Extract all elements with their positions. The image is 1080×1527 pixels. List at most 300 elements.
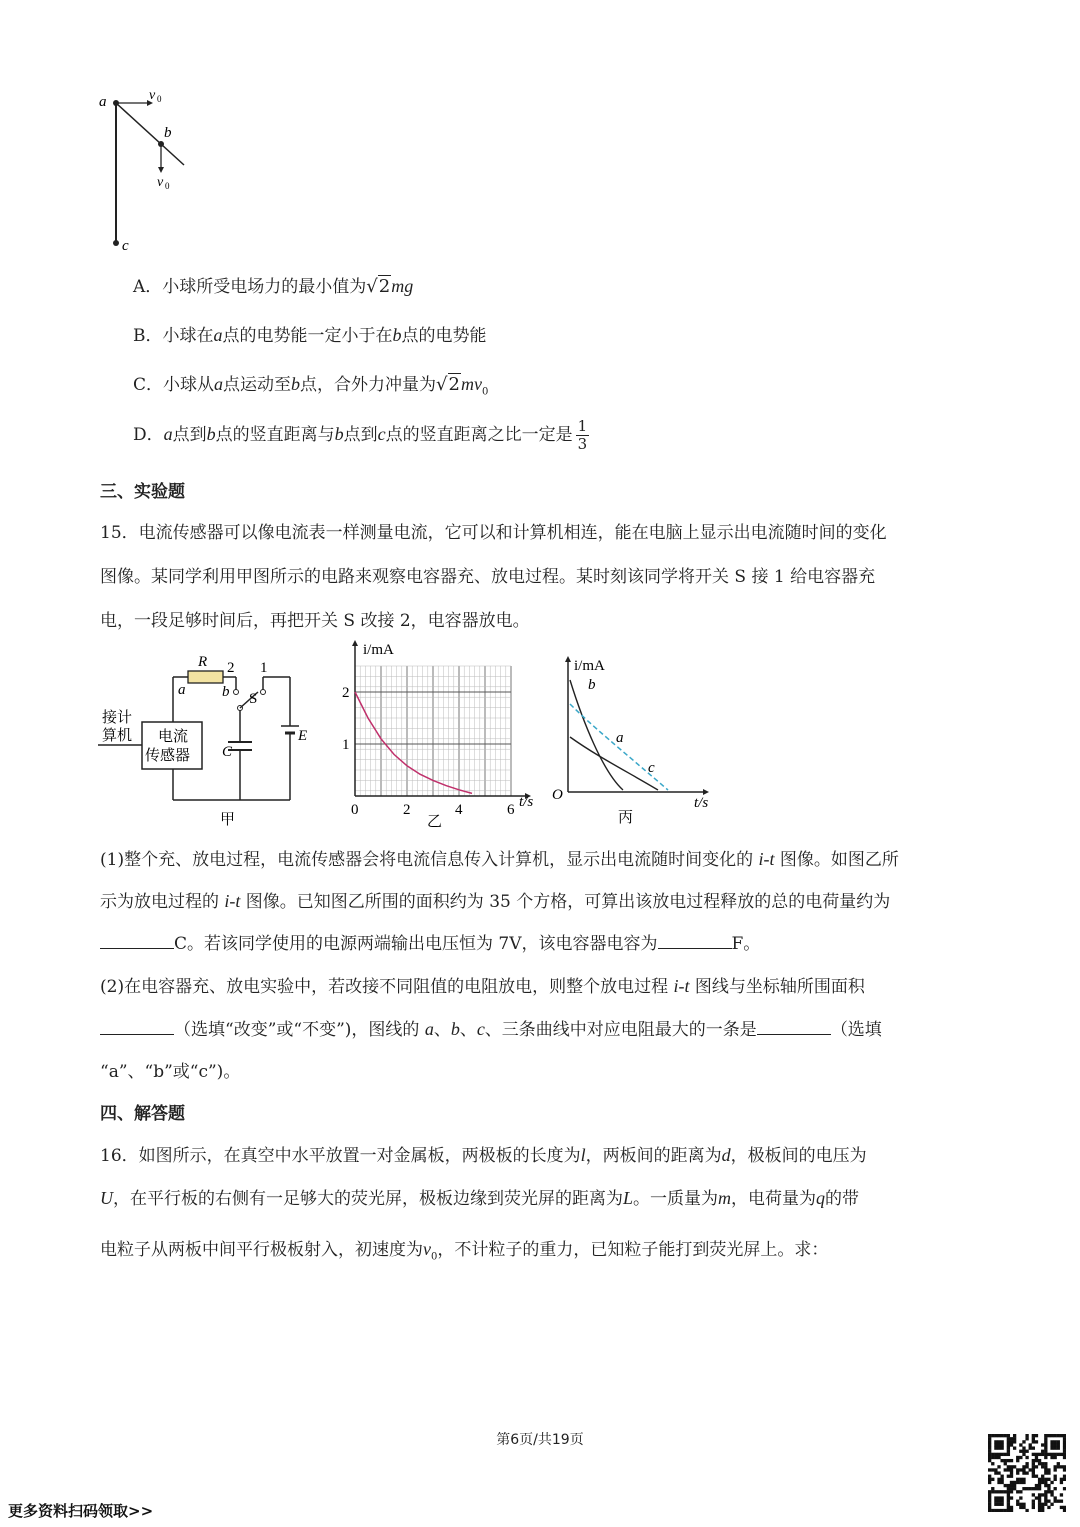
label-sensor-line1: 电流 — [158, 729, 189, 745]
qr-module — [1032, 1487, 1035, 1490]
text: 。一质量为 — [633, 1189, 719, 1209]
label-b: b — [164, 125, 172, 141]
qr-module — [1050, 1453, 1053, 1456]
qr-module — [988, 1459, 991, 1462]
qr-module — [991, 1462, 994, 1465]
y-tick-label: 2 — [342, 685, 350, 701]
promo-link[interactable]: 更多资料扫码领取>> — [8, 1502, 154, 1520]
expression-mg: mg — [391, 276, 414, 296]
qr-module — [1007, 1437, 1010, 1440]
qr-module — [994, 1446, 997, 1449]
qr-module — [1007, 1490, 1010, 1493]
qr-module — [1054, 1465, 1057, 1468]
qr-module — [1000, 1496, 1003, 1499]
qr-module — [1044, 1496, 1047, 1499]
answer-blank-curve[interactable] — [757, 1020, 831, 1035]
y-axis-arrow — [565, 656, 571, 662]
qr-module — [1044, 1478, 1047, 1481]
qr-module — [1060, 1453, 1063, 1456]
qr-module — [1007, 1468, 1010, 1471]
qr-module — [1022, 1503, 1025, 1506]
var-c: c — [476, 1019, 485, 1039]
qr-module — [1044, 1471, 1047, 1474]
qr-module — [1038, 1496, 1041, 1499]
qr-module — [1044, 1503, 1047, 1506]
q15-part1-line1 — [100, 845, 899, 870]
qr-module — [991, 1434, 994, 1437]
qr-module — [994, 1440, 997, 1443]
qr-module — [988, 1437, 991, 1440]
qr-module — [994, 1443, 997, 1446]
curve-label-a: a — [616, 730, 624, 746]
qr-module — [1016, 1468, 1019, 1471]
qr-module — [1007, 1493, 1010, 1496]
qr-module — [1060, 1478, 1063, 1481]
y-ticks — [342, 685, 350, 753]
qr-module — [1035, 1496, 1038, 1499]
text: C。若该同学使用的电源两端输出电压恒为 7V，该电容器电容为 — [174, 934, 658, 954]
qr-module — [1010, 1440, 1013, 1443]
qr-module — [1054, 1453, 1057, 1456]
qr-module — [1044, 1456, 1047, 1459]
option-text: 小球在 — [162, 326, 214, 346]
x-tick-label: 4 — [455, 802, 463, 818]
qr-module — [1007, 1465, 1010, 1468]
qr-module — [1035, 1487, 1038, 1490]
option-text: 点的竖直距离与 — [215, 425, 335, 445]
qr-module — [997, 1478, 1000, 1481]
label-sensor-line2: 传感器 — [145, 748, 191, 764]
qr-module — [1044, 1484, 1047, 1487]
qr-module — [1022, 1471, 1025, 1474]
qr-module — [1007, 1446, 1010, 1449]
qr-module — [1000, 1453, 1003, 1456]
qr-module — [994, 1509, 997, 1512]
expression-mv: mv — [460, 374, 482, 394]
qr-module — [1063, 1440, 1066, 1443]
qr-module — [1047, 1490, 1050, 1493]
var-a: a — [213, 325, 223, 345]
qr-module — [1013, 1484, 1016, 1487]
qr-module — [1063, 1506, 1066, 1509]
qr-module — [1063, 1456, 1066, 1459]
text: ，两板间的距离为 — [585, 1146, 722, 1166]
qr-module — [1000, 1481, 1003, 1484]
qr-module — [1032, 1440, 1035, 1443]
qr-module — [1013, 1446, 1016, 1449]
qr-module — [1032, 1475, 1035, 1478]
qr-module — [1047, 1484, 1050, 1487]
qr-module — [1010, 1437, 1013, 1440]
var-q: q — [816, 1188, 826, 1208]
text: 图线与坐标轴所围面积 — [689, 977, 865, 997]
qr-module — [1025, 1450, 1028, 1453]
qr-module — [1000, 1503, 1003, 1506]
y-tick-label: 1 — [342, 737, 350, 753]
qr-module — [988, 1443, 991, 1446]
var-it: i-t — [758, 849, 775, 869]
qr-module — [997, 1500, 1000, 1503]
qr-module — [988, 1440, 991, 1443]
qr-module — [994, 1453, 997, 1456]
qr-module — [1044, 1493, 1047, 1496]
qr-module — [1029, 1443, 1032, 1446]
var-it: i-t — [224, 891, 241, 911]
qr-module — [1047, 1434, 1050, 1437]
q16-line2 — [100, 1184, 859, 1209]
qr-module — [997, 1481, 1000, 1484]
qr-module — [1041, 1465, 1044, 1468]
qr-module — [1025, 1434, 1028, 1437]
label-b: b — [222, 684, 230, 700]
discharge-curve — [355, 692, 472, 793]
radicand: 2 — [378, 276, 391, 297]
qr-module — [1010, 1506, 1013, 1509]
q15-line-3: 电，一段足够时间后，再把开关 S 改接 2，电容器放电。 — [100, 611, 530, 631]
qr-module — [997, 1456, 1000, 1459]
caption-bing: 丙 — [618, 810, 634, 826]
label-2: 2 — [227, 660, 235, 676]
qr-module — [1063, 1434, 1066, 1437]
qr-module — [1035, 1434, 1038, 1437]
qr-module — [991, 1456, 994, 1459]
qr-code-icon[interactable] — [988, 1434, 1066, 1512]
qr-module — [1010, 1471, 1013, 1474]
qr-module — [1016, 1478, 1019, 1481]
qr-module — [1007, 1500, 1010, 1503]
subscript: 0 — [481, 386, 489, 398]
qr-module — [1054, 1446, 1057, 1449]
qr-module — [1035, 1459, 1038, 1462]
label-E: E — [298, 728, 308, 744]
qr-module — [1029, 1487, 1032, 1490]
qr-module — [1013, 1481, 1016, 1484]
qr-module — [994, 1434, 997, 1437]
text: 、 — [433, 1020, 451, 1040]
var-b: b — [206, 424, 216, 444]
var-it: i-t — [673, 976, 690, 996]
qr-module — [1032, 1446, 1035, 1449]
caption-jia: 甲 — [220, 812, 236, 828]
qr-module — [1050, 1503, 1053, 1506]
qr-module — [1000, 1443, 1003, 1446]
qr-module — [1038, 1453, 1041, 1456]
q15-part1-line3 — [100, 929, 760, 954]
qr-module — [997, 1509, 1000, 1512]
qr-module — [988, 1509, 991, 1512]
qr-module — [1032, 1506, 1035, 1509]
qr-module — [1050, 1481, 1053, 1484]
text: (2)在电容器充、放电实验中，若改接不同阻值的电阻放电，则整个放电过程 — [100, 977, 674, 997]
qr-module — [988, 1506, 991, 1509]
qr-module — [1025, 1471, 1028, 1474]
qr-module — [1063, 1443, 1066, 1446]
chart-grid — [355, 666, 511, 796]
qr-module — [1054, 1496, 1057, 1499]
qr-module — [1010, 1468, 1013, 1471]
label-v0-bottom: v — [157, 175, 164, 190]
q16-line3 — [100, 1235, 828, 1262]
arrowhead — [158, 167, 164, 173]
label-R: R — [198, 654, 208, 670]
qr-module — [1044, 1500, 1047, 1503]
qr-module — [1063, 1437, 1066, 1440]
label-sub: 0 — [157, 94, 162, 104]
qr-module — [1050, 1443, 1053, 1446]
qr-module — [994, 1456, 997, 1459]
qr-module — [1016, 1500, 1019, 1503]
qr-module — [1057, 1500, 1060, 1503]
qr-module — [1010, 1481, 1013, 1484]
qr-module — [1010, 1475, 1013, 1478]
var-m: m — [718, 1188, 732, 1208]
label-sub: 0 — [165, 181, 170, 191]
qr-module — [1057, 1453, 1060, 1456]
qr-module — [1041, 1450, 1044, 1453]
text: 的带 — [825, 1189, 860, 1209]
chart-yi — [335, 636, 545, 831]
qr-module — [1019, 1456, 1022, 1459]
numerator: 1 — [577, 417, 588, 435]
qr-module — [1057, 1440, 1060, 1443]
qr-module — [1054, 1456, 1057, 1459]
qr-module — [1057, 1462, 1060, 1465]
y-axis-label: i/mA — [574, 658, 605, 674]
qr-module — [1007, 1450, 1010, 1453]
curve-label-b: b — [588, 677, 596, 693]
option-d — [133, 418, 589, 453]
curve-label-c: c — [648, 760, 655, 776]
qr-module — [988, 1434, 991, 1437]
text: 图像。已知图乙所围的面积约为 35 个方格，可算出该放电过程释放的总的电荷量约为 — [240, 892, 891, 912]
text: 、三条曲线中对应电阻最大的一条是 — [484, 1020, 757, 1040]
var-c: c — [377, 424, 386, 444]
qr-module — [1010, 1465, 1013, 1468]
sqrt-expression: √2 — [436, 374, 460, 395]
circuit-diagram — [98, 650, 320, 828]
qr-module — [1041, 1478, 1044, 1481]
qr-module — [997, 1465, 1000, 1468]
qr-module — [1054, 1487, 1057, 1490]
text: 16．如图所示，在真空中水平放置一对金属板，两极板的长度为 — [100, 1146, 581, 1166]
qr-module — [1022, 1440, 1025, 1443]
qr-module — [1010, 1496, 1013, 1499]
q15-part2-line2 — [100, 1015, 882, 1040]
qr-module — [1010, 1484, 1013, 1487]
qr-module — [997, 1490, 1000, 1493]
q15-line-2: 图像。某同学利用甲图所示的电路来观察电容器充、放电过程。某时刻该同学将开关 S 接 1 给电容器充 — [100, 567, 876, 587]
qr-module — [1000, 1500, 1003, 1503]
text: 、 — [459, 1020, 477, 1040]
qr-module — [1044, 1490, 1047, 1493]
option-text: 点的电势能 — [401, 326, 487, 346]
qr-module — [994, 1490, 997, 1493]
q16-line1 — [100, 1141, 867, 1166]
qr-module — [1000, 1446, 1003, 1449]
qr-module — [1047, 1478, 1050, 1481]
qr-module — [1032, 1459, 1035, 1462]
label-v0-top: v — [149, 88, 156, 103]
text: ，不计粒子的重力，已知粒子能打到荧光屏上。求： — [437, 1240, 829, 1260]
qr-module — [988, 1490, 991, 1493]
qr-module — [1054, 1443, 1057, 1446]
qr-module — [1019, 1450, 1022, 1453]
qr-module — [1038, 1500, 1041, 1503]
x-axis-label: t/s — [694, 795, 709, 811]
qr-module — [1035, 1456, 1038, 1459]
option-letter: C． — [133, 375, 164, 395]
qr-module — [1047, 1506, 1050, 1509]
qr-module — [1044, 1468, 1047, 1471]
qr-module — [988, 1478, 991, 1481]
qr-module — [1019, 1443, 1022, 1446]
qr-module — [1016, 1471, 1019, 1474]
answer-blank-charge[interactable] — [100, 934, 174, 949]
qr-module — [1025, 1462, 1028, 1465]
qr-module — [991, 1453, 994, 1456]
qr-module — [1010, 1459, 1013, 1462]
qr-module — [991, 1509, 994, 1512]
var-b: b — [450, 1019, 460, 1039]
qr-module — [991, 1478, 994, 1481]
answer-blank-area[interactable] — [100, 1020, 174, 1035]
qr-module — [1022, 1468, 1025, 1471]
qr-module — [997, 1503, 1000, 1506]
qr-module — [1010, 1509, 1013, 1512]
qr-module — [1054, 1440, 1057, 1443]
qr-module — [1057, 1443, 1060, 1446]
qr-module — [1044, 1453, 1047, 1456]
var-b: b — [392, 325, 402, 345]
qr-module — [1032, 1453, 1035, 1456]
q15-part2-line1 — [100, 972, 865, 997]
qr-module — [1044, 1443, 1047, 1446]
switch-terminal-2 — [234, 690, 239, 695]
qr-module — [1025, 1509, 1028, 1512]
qr-module — [1047, 1487, 1050, 1490]
qr-module — [1054, 1500, 1057, 1503]
qr-module — [991, 1490, 994, 1493]
resistor-R — [188, 671, 223, 683]
label-C: C — [222, 744, 233, 760]
qr-module — [1007, 1496, 1010, 1499]
var-L: L — [623, 1188, 634, 1208]
qr-module — [1007, 1475, 1010, 1478]
qr-module — [1032, 1437, 1035, 1440]
label-S: S — [249, 691, 258, 707]
option-text: 点，合外力冲量为 — [300, 375, 437, 395]
qr-module — [994, 1468, 997, 1471]
qr-module — [988, 1453, 991, 1456]
qr-module — [1007, 1443, 1010, 1446]
qr-module — [988, 1503, 991, 1506]
qr-module — [1047, 1468, 1050, 1471]
qr-module — [1032, 1462, 1035, 1465]
qr-module — [1016, 1481, 1019, 1484]
qr-module — [991, 1468, 994, 1471]
qr-module — [1013, 1437, 1016, 1440]
origin-label: O — [552, 787, 563, 803]
qr-module — [1041, 1503, 1044, 1506]
qr-module — [1007, 1487, 1010, 1490]
label-1: 1 — [260, 660, 268, 676]
qr-module — [1019, 1503, 1022, 1506]
page-number: 第6页/共19页 — [496, 1432, 584, 1448]
qr-module — [1038, 1509, 1041, 1512]
option-text: 点到 — [343, 425, 378, 445]
qr-module — [1004, 1462, 1007, 1465]
qr-module — [1032, 1471, 1035, 1474]
qr-module — [1060, 1500, 1063, 1503]
qr-module — [994, 1503, 997, 1506]
var-b: b — [334, 424, 344, 444]
qr-module — [1047, 1471, 1050, 1474]
qr-module — [991, 1487, 994, 1490]
qr-module — [1038, 1462, 1041, 1465]
text: （选填 — [830, 1020, 882, 1040]
qr-module — [1022, 1487, 1025, 1490]
qr-module — [988, 1500, 991, 1503]
qr-module — [1013, 1465, 1016, 1468]
qr-module — [997, 1440, 1000, 1443]
qr-module — [1041, 1509, 1044, 1512]
qr-module — [1063, 1465, 1066, 1468]
qr-module — [1010, 1490, 1013, 1493]
option-b — [133, 321, 487, 346]
var-d: d — [721, 1145, 731, 1165]
qr-module — [1054, 1475, 1057, 1478]
answer-blank-capacitance[interactable] — [658, 934, 732, 949]
qr-module — [1035, 1453, 1038, 1456]
label-computer-line2: 算机 — [102, 728, 133, 744]
var-b: b — [291, 374, 301, 394]
point-c — [113, 240, 119, 246]
option-letter: A． — [133, 277, 163, 297]
chart-bing — [548, 652, 718, 830]
qr-module — [1050, 1440, 1053, 1443]
qr-module — [1013, 1440, 1016, 1443]
qr-module — [1063, 1487, 1066, 1490]
qr-module — [1038, 1493, 1041, 1496]
qr-module — [1022, 1450, 1025, 1453]
qr-module — [1050, 1490, 1053, 1493]
option-text: 点到 — [172, 425, 207, 445]
var-l: l — [580, 1145, 586, 1165]
qr-module — [1007, 1440, 1010, 1443]
qr-module — [1013, 1434, 1016, 1437]
qr-module — [1063, 1450, 1066, 1453]
qr-module — [1013, 1487, 1016, 1490]
text: 示为放电过程的 — [100, 892, 225, 912]
qr-module — [1038, 1484, 1041, 1487]
qr-module — [988, 1450, 991, 1453]
qr-module — [1016, 1490, 1019, 1493]
qr-module — [1007, 1434, 1010, 1437]
qr-module — [1038, 1459, 1041, 1462]
text: （选填“改变”或“不变”)，图线的 — [174, 1020, 425, 1040]
option-text: 点的电势能一定小于在 — [222, 326, 393, 346]
qr-module — [1063, 1446, 1066, 1449]
qr-module — [988, 1475, 991, 1478]
text: 电粒子从两板中间平行极板射入，初速度为 — [100, 1240, 423, 1260]
qr-module — [1025, 1456, 1028, 1459]
qr-module — [1060, 1493, 1063, 1496]
qr-module — [997, 1496, 1000, 1499]
qr-module — [1022, 1506, 1025, 1509]
qr-module — [1000, 1459, 1003, 1462]
qr-module — [1032, 1468, 1035, 1471]
text: ，在平行板的右侧有一足够大的荧光屏，极板边缘到荧光屏的距离为 — [113, 1189, 623, 1209]
